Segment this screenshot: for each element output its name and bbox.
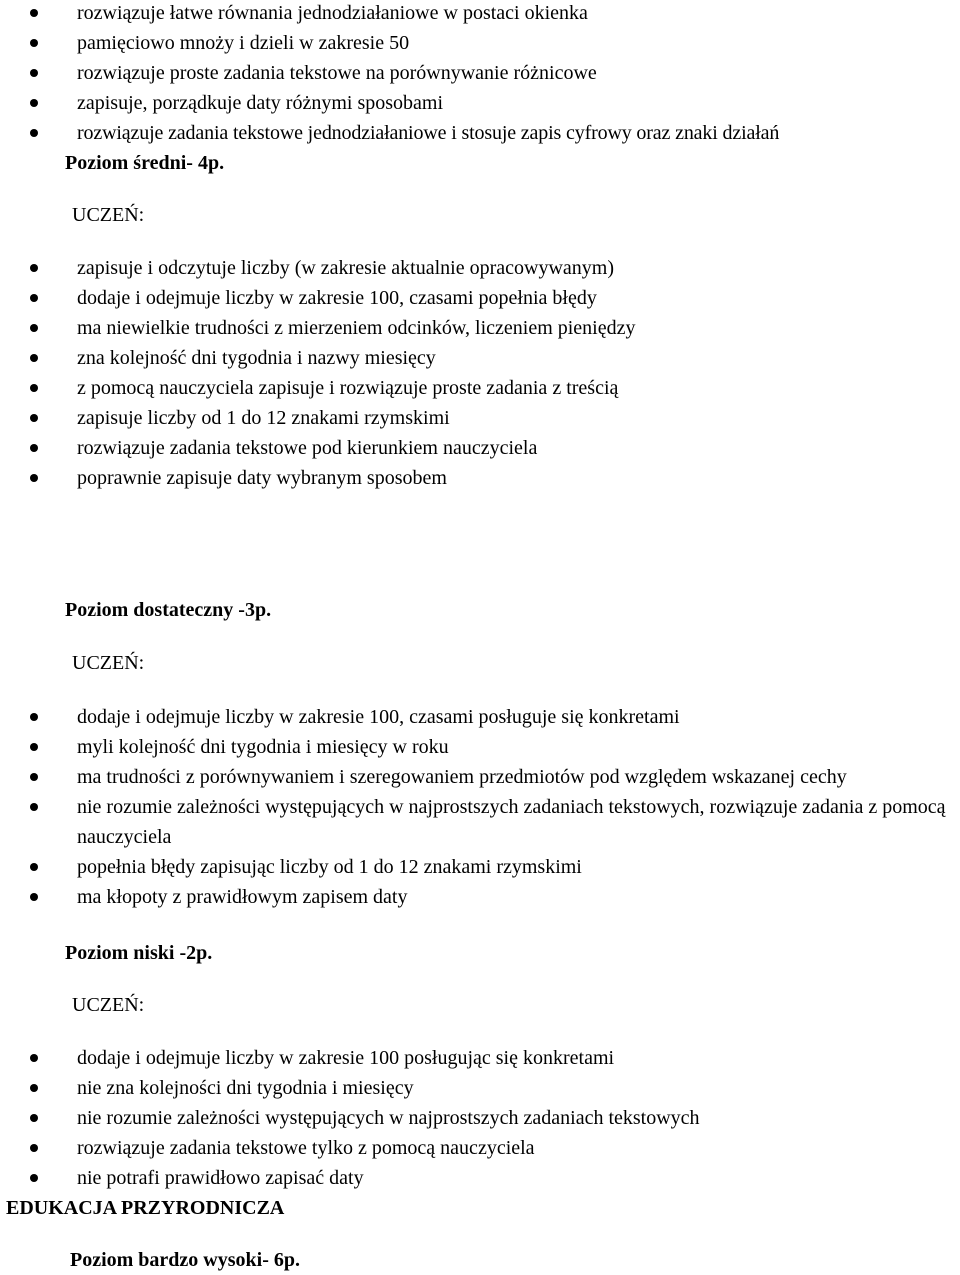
list-item	[0, 1163, 960, 1193]
list-item-text: dodaje i odejmuje liczby w zakresie 100 posługując się konkretami	[77, 1047, 615, 1069]
list-item	[0, 118, 960, 148]
level-heading-dostateczny: Poziom dostateczny -3p.	[65, 599, 272, 621]
list-item	[0, 343, 960, 373]
bullet-icon	[30, 803, 38, 811]
bullet-icon	[30, 99, 38, 107]
bullet-icon	[30, 264, 38, 272]
bullet-icon	[30, 39, 38, 47]
bullet-icon	[30, 893, 38, 901]
bullet-icon	[30, 474, 38, 482]
bullet-icon	[30, 713, 38, 721]
level-heading-niski: Poziom niski -2p.	[65, 942, 213, 964]
list-item	[0, 792, 960, 852]
bullet-icon	[30, 444, 38, 452]
bullet-list-block3	[0, 702, 960, 912]
list-item	[0, 702, 960, 732]
level-heading-bardzo-wysoki: Poziom bardzo wysoki- 6p.	[70, 1249, 300, 1271]
list-item	[0, 313, 960, 343]
list-item	[0, 1133, 960, 1163]
list-item	[0, 1103, 960, 1133]
list-item	[0, 732, 960, 762]
list-item	[0, 28, 960, 58]
list-item	[0, 463, 960, 493]
list-item-text: dodaje i odejmuje liczby w zakresie 100, czasami popełnia błędy	[77, 287, 597, 309]
list-item	[0, 88, 960, 118]
list-item	[0, 852, 960, 882]
bullet-list-block1	[0, 0, 960, 148]
list-item	[0, 403, 960, 433]
list-item-text: rozwiązuje zadania tekstowe pod kierunkiem nauczyciela	[77, 437, 538, 459]
list-item-text: ma trudności z porównywaniem i szeregowaniem przedmiotów pod względem wskazanej cechy	[77, 766, 847, 788]
bullet-icon	[30, 9, 38, 17]
bullet-list-block4	[0, 1043, 960, 1193]
list-item-text: rozwiązuje zadania tekstowe jednodziałaniowe i stosuje zapis cyfrowy oraz znaki działań	[77, 122, 780, 144]
list-item-text: rozwiązuje zadania tekstowe tylko z pomocą nauczyciela	[77, 1137, 535, 1159]
bullet-icon	[30, 354, 38, 362]
list-item-text: nie rozumie zależności występujących w najprostszych zadaniach tekstowych, rozwiązuje zadania z pomocą nauczyciela	[77, 796, 946, 848]
list-item	[0, 373, 960, 403]
list-item	[0, 253, 960, 283]
bullet-icon	[30, 384, 38, 392]
bullet-icon	[30, 863, 38, 871]
bullet-icon	[30, 1144, 38, 1152]
bullet-icon	[30, 294, 38, 302]
list-item-text: rozwiązuje łatwe równania jednodziałaniowe w postaci okienka	[77, 2, 588, 24]
section-title: EDUKACJA PRZYRODNICZA	[6, 1197, 285, 1219]
list-item-text: nie rozumie zależności występujących w najprostszych zadaniach tekstowych	[77, 1107, 700, 1129]
list-item-text: zna kolejność dni tygodnia i nazwy miesięcy	[77, 347, 436, 369]
list-item-text: pamięciowo mnoży i dzieli w zakresie 50	[77, 32, 410, 54]
bullet-icon	[30, 129, 38, 137]
bullet-icon	[30, 414, 38, 422]
bullet-icon	[30, 1084, 38, 1092]
bullet-icon	[30, 743, 38, 751]
list-item	[0, 0, 960, 28]
list-item-text: ma kłopoty z prawidłowym zapisem daty	[77, 886, 408, 908]
list-item-text: z pomocą nauczyciela zapisuje i rozwiązuje proste zadania z treścią	[77, 377, 619, 399]
list-item-text: popełnia błędy zapisując liczby od 1 do 12 znakami rzymskimi	[77, 856, 582, 878]
bullet-list-block2	[0, 253, 960, 493]
list-item-text: zapisuje i odczytuje liczby (w zakresie aktualnie opracowywanym)	[77, 257, 615, 279]
list-item-text: zapisuje liczby od 1 do 12 znakami rzymskimi	[77, 407, 450, 429]
level-heading-sredni: Poziom średni- 4p.	[65, 152, 225, 174]
bullet-icon	[30, 1114, 38, 1122]
list-item	[0, 1073, 960, 1103]
list-item-text: zapisuje, porządkuje daty różnymi sposobami	[77, 92, 444, 114]
bullet-icon	[30, 1174, 38, 1182]
bullet-icon	[30, 324, 38, 332]
list-item	[0, 58, 960, 88]
list-item-text: dodaje i odejmuje liczby w zakresie 100, czasami posługuje się konkretami	[77, 706, 680, 728]
list-item-text: nie zna kolejności dni tygodnia i miesięcy	[77, 1077, 414, 1099]
list-item-text: myli kolejność dni tygodnia i miesięcy w roku	[77, 736, 449, 758]
list-item	[0, 283, 960, 313]
bullet-icon	[30, 69, 38, 77]
uczen-label: UCZEŃ:	[72, 204, 145, 226]
list-item-text: rozwiązuje proste zadania tekstowe na porównywanie różnicowe	[77, 62, 597, 84]
bullet-icon	[30, 1054, 38, 1062]
list-item	[0, 433, 960, 463]
list-item	[0, 762, 959, 792]
list-item-text: poprawnie zapisuje daty wybranym sposobem	[77, 467, 447, 489]
uczen-label: UCZEŃ:	[72, 994, 145, 1016]
bullet-icon	[30, 773, 38, 781]
list-item-text: ma niewielkie trudności z mierzeniem odcinków, liczeniem pieniędzy	[77, 317, 636, 339]
list-item-text: nie potrafi prawidłowo zapisać daty	[77, 1167, 364, 1189]
list-item	[0, 1043, 960, 1073]
uczen-label: UCZEŃ:	[72, 652, 145, 674]
list-item	[0, 882, 960, 912]
